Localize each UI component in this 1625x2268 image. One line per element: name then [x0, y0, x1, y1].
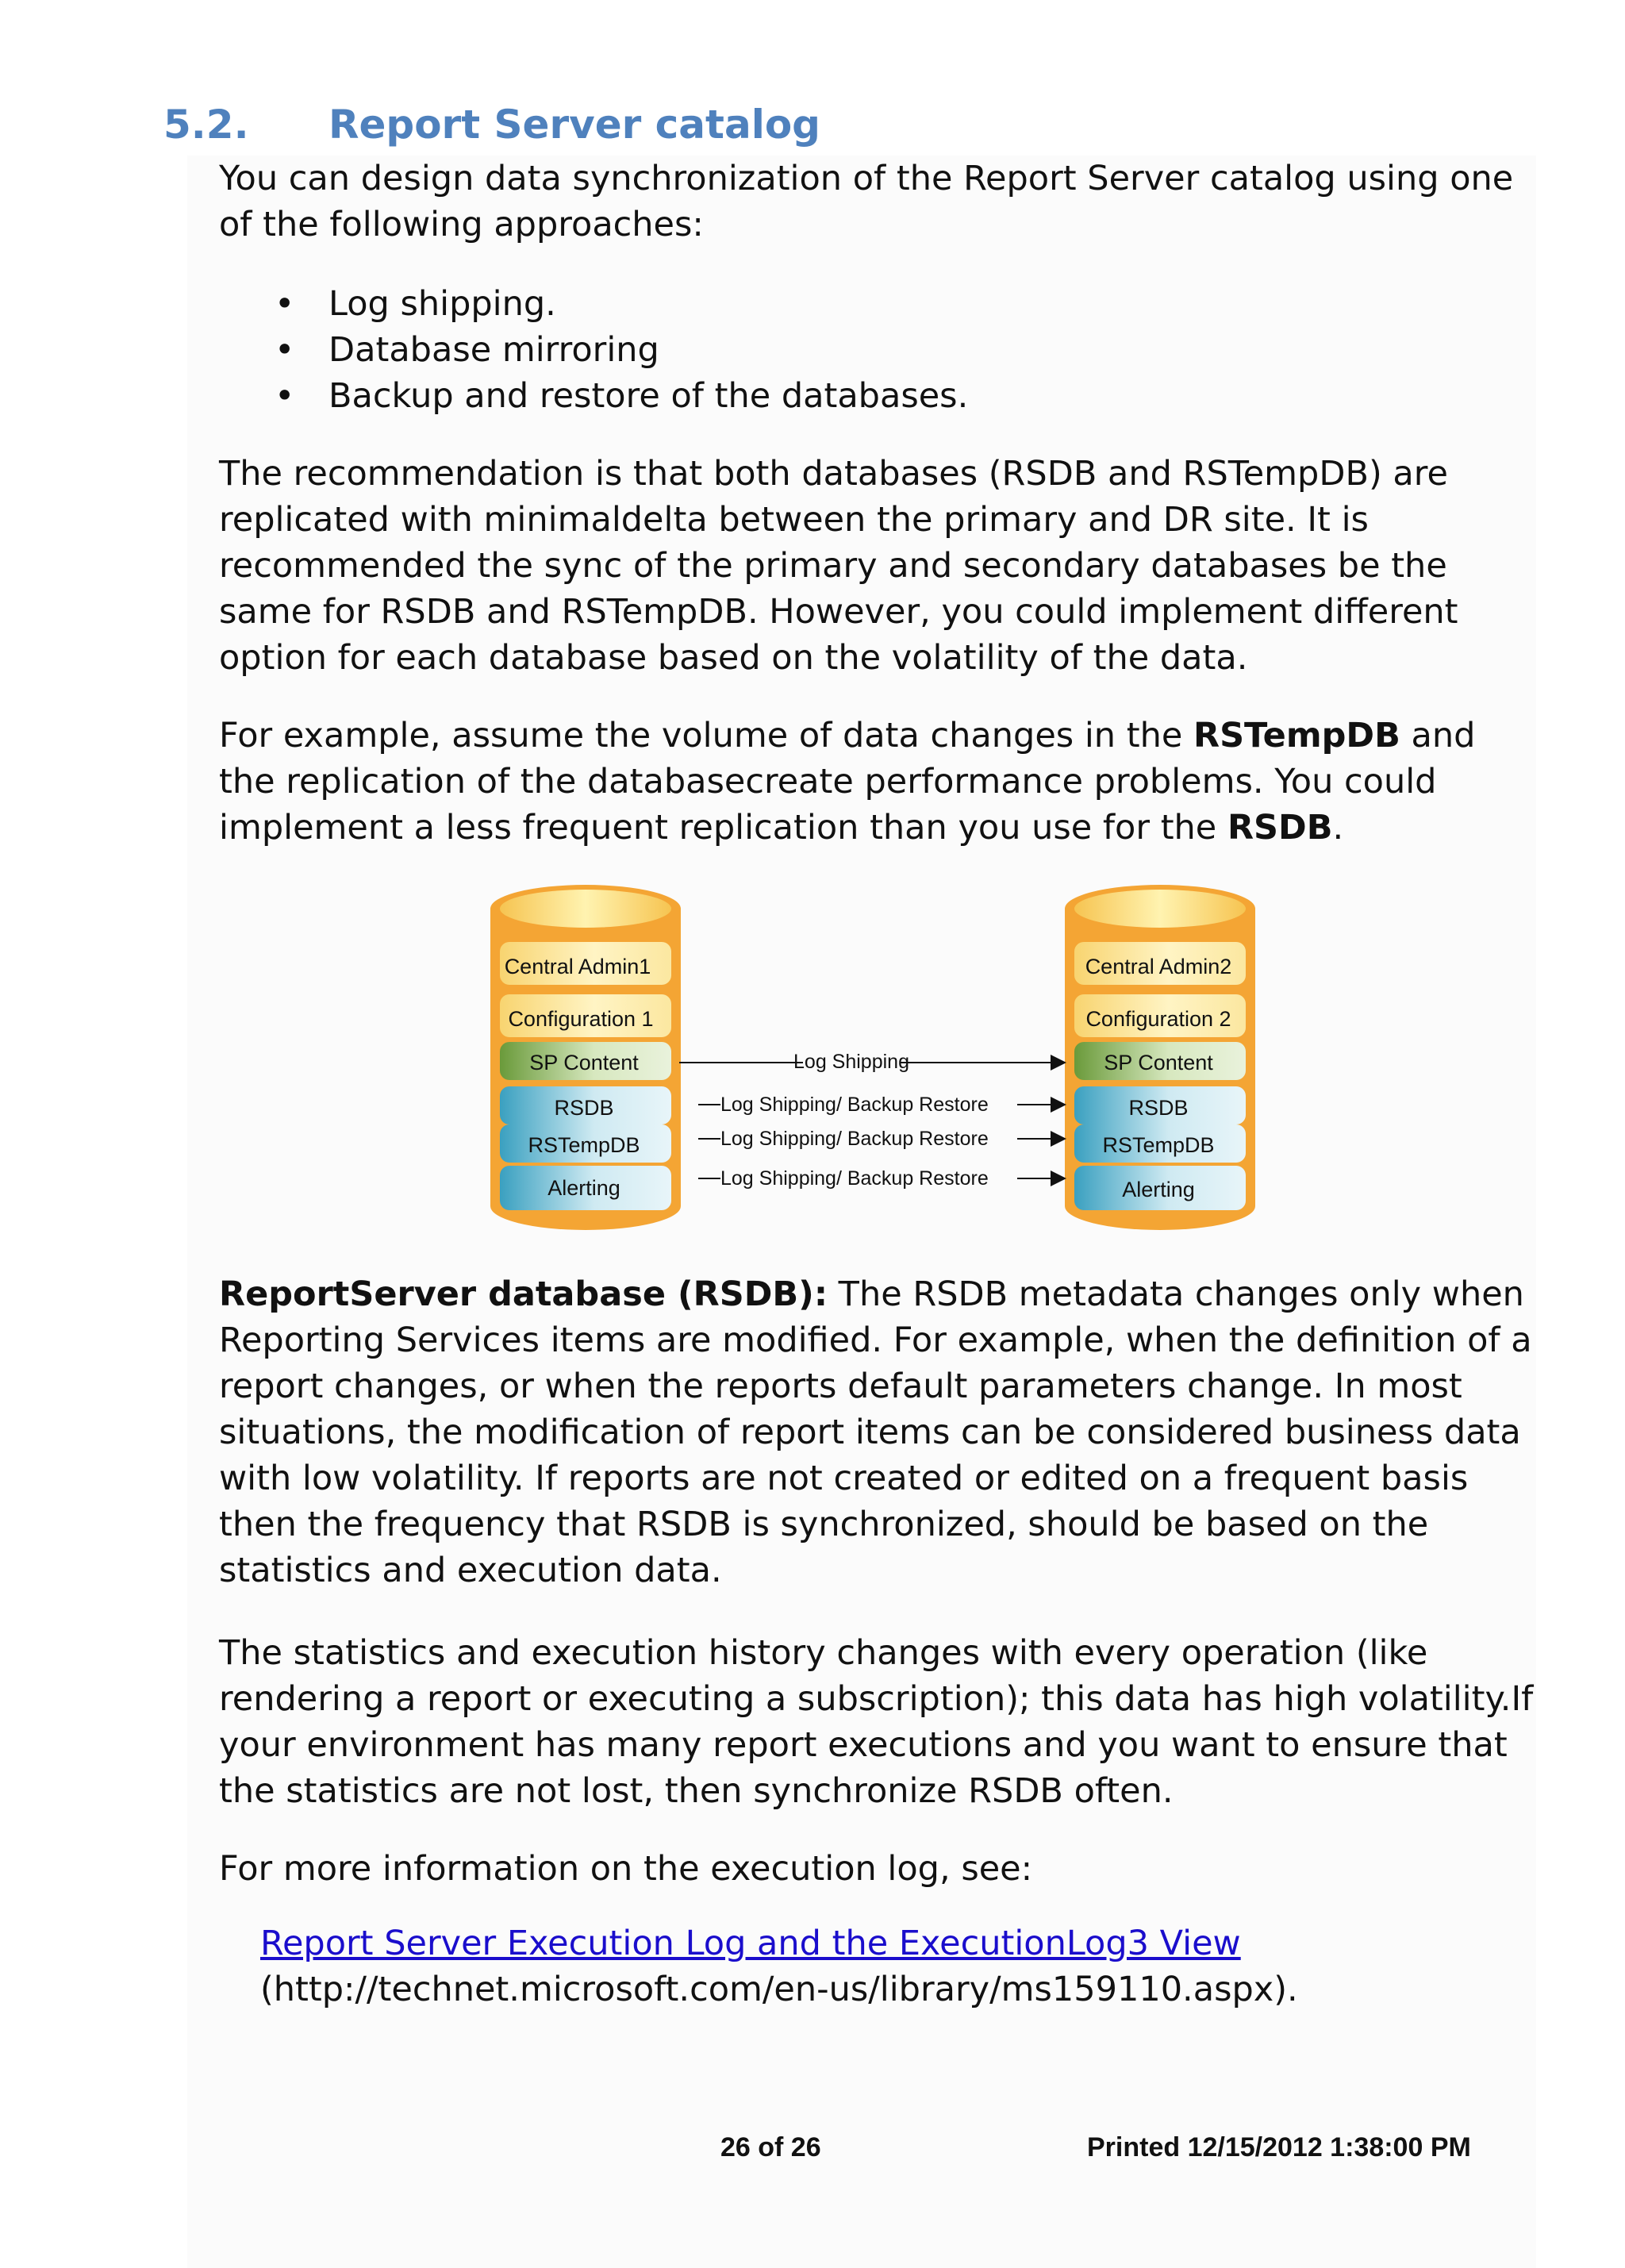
list-item-text: Log shipping. — [328, 284, 556, 324]
statistics-paragraph: The statistics and execution history changes with every operation (like rendering a report or executing a subscription); this data has high volatility.If your environment has many report executions and you want to ensure that the statistics are not lost, then synchronize RSDB often. — [219, 1633, 1534, 1811]
replication-diagram — [476, 885, 1270, 1234]
left-db-label: RSDB — [554, 1096, 614, 1120]
example-text-1: For example, assume the volume of data changes in the — [219, 716, 1193, 755]
arrow-label: Log Shipping — [793, 1051, 909, 1073]
section-number: 5.2. — [163, 102, 249, 148]
right-db-label: RSDB — [1128, 1096, 1189, 1120]
intro-paragraph: You can design data synchronization of the Report Server catalog using one of the following approaches: — [219, 159, 1514, 244]
left-db-label: Alerting — [547, 1176, 620, 1200]
bullet-icon: • — [275, 284, 295, 324]
rsdb-bold-heading: ReportServer database (RSDB): — [219, 1274, 828, 1314]
right-database — [1065, 885, 1255, 1230]
right-db-label: RSTempDB — [1102, 1133, 1215, 1157]
rsdb-paragraph — [219, 1271, 1536, 1593]
list-item-text: Backup and restore of the databases. — [328, 376, 969, 416]
list-item — [219, 281, 1489, 327]
left-db-label: SP Content — [529, 1051, 639, 1074]
recommendation-paragraph: The recommendation is that both databases (RSDB and RSTempDB) are replicated with minimaldelta between the primary and DR site. It is recommended the sync of the primary and secondary databases be the same for RSDB and RSTempDB. However, you could implement different option for each database based on the volatility of the data. — [219, 454, 1458, 678]
example-paragraph — [219, 713, 1536, 851]
more-info-paragraph: For more information on the execution log, see: — [219, 1849, 1033, 1889]
right-db-label: Alerting — [1122, 1178, 1195, 1201]
bullet-icon: • — [275, 376, 295, 416]
example-bold-rsdb: RSDB — [1227, 808, 1333, 848]
example-bold-rstempdb: RSTempDB — [1193, 716, 1400, 755]
example-text-2: and the replication of the databasecreate performance problems. You could implement a less frequent replication than you use for the — [219, 716, 1476, 848]
right-db-label: Configuration 2 — [1085, 1007, 1231, 1031]
rsdb-text: The RSDB metadata changes only when Reporting Services items are modified. For example, when the definition of a report changes, or when the reports default parameters change. In most situations, the modification of report items can be considered business data with low volatility. If reports are not created or edited on a frequent basis then the frequency that RSDB is synchronized, should be based on the statistics and execution data. — [219, 1274, 1532, 1590]
list-item — [219, 327, 1489, 373]
arrow-label: Log Shipping/ Backup Restore — [720, 1128, 989, 1150]
page-number: 26 of 26 — [720, 2132, 821, 2162]
execution-log-link[interactable]: Report Server Execution Log and the ExecutionLog3 View — [260, 1924, 1241, 1963]
right-db-label: SP Content — [1104, 1051, 1213, 1074]
section-title: Report Server catalog — [328, 102, 820, 148]
left-db-label: RSTempDB — [528, 1133, 640, 1157]
list-item — [219, 373, 1489, 419]
left-db-label: Central Admin1 — [504, 955, 651, 978]
left-database — [490, 885, 681, 1230]
bullet-icon: • — [275, 330, 295, 370]
execution-log-url: (http://technet.microsoft.com/en-us/library/ms159110.aspx). — [260, 1970, 1298, 2009]
arrow-label: Log Shipping/ Backup Restore — [720, 1094, 989, 1116]
approach-list — [219, 281, 1489, 419]
execution-log-link-line — [260, 1920, 1241, 1966]
replication-arrows — [679, 1049, 1065, 1191]
printed-timestamp: Printed 12/15/2012 1:38:00 PM — [1087, 2132, 1471, 2162]
right-db-label: Central Admin2 — [1085, 955, 1232, 978]
list-item-text: Database mirroring — [328, 330, 659, 370]
arrow-label: Log Shipping/ Backup Restore — [720, 1167, 989, 1190]
example-text-3: . — [1332, 808, 1344, 848]
left-db-label: Configuration 1 — [508, 1007, 654, 1031]
